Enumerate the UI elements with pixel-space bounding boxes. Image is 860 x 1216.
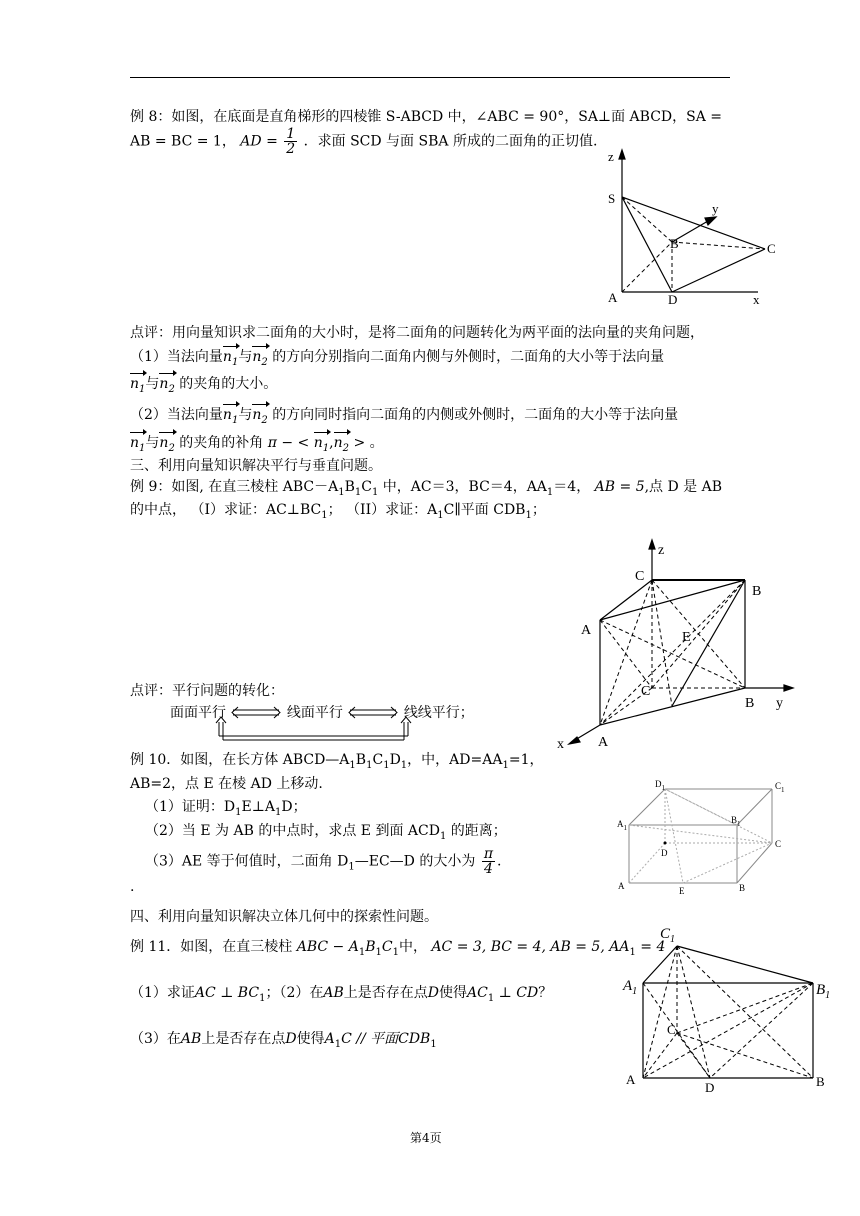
fig2-label-e: E (682, 630, 691, 645)
ex10-q3: （3）AE 等于何值时，二面角 $D_1—EC—D$ 的大小为 $\frac{\pi}{4}$ . (145, 846, 502, 877)
header-rule (130, 77, 730, 78)
ex8-line1: 例 8：如图，在底面是直角梯形的四棱锥 S-ABCD 中，∠ABC = 90°，SA⊥面 ABCD，SA = (130, 109, 723, 125)
ad-equation: AD = (240, 133, 278, 150)
stray-dot: . (130, 879, 135, 895)
fig2-label-b-top: B (752, 584, 762, 599)
fig2-label-x: x (557, 737, 564, 752)
prism-figure (555, 540, 805, 755)
fig3-label-e: E (679, 886, 685, 896)
fig4-label-a: A (626, 1072, 636, 1087)
fig3-label-d1: $D_1$ (655, 779, 665, 792)
fig2-label-b-bot: B (745, 696, 755, 711)
fig1-label-b: B (670, 236, 679, 251)
pyramid-figure (600, 145, 780, 310)
ex10-line1: 例 10．如图，在长方体 $ABCD—A_1B_1C_1D_1$，中，$AD=AA_1=1$， (130, 752, 544, 771)
chain-return-arrow (215, 716, 415, 741)
page-number: 第4页 (410, 1131, 442, 1145)
fig4-label-a1: $A_1$ (623, 978, 638, 997)
ex9-line1: 例 9：如图, 在直三棱柱 $ABC-A_1B_1C_1$ 中，AC＝3，BC＝4，$AA_1=4$， AB = 5,点 D 是 AB (130, 479, 723, 498)
ex9-line2: 的中点， （I）求证：$AC\perp BC_1$； （II）求证：$A_1C\parallel$平面 $CDB_1$； (130, 502, 546, 521)
fig1-label-z: z (608, 149, 614, 164)
fig3-label-d: D (661, 848, 668, 858)
fraction-one-half: $\frac{1}{2}$ (286, 126, 296, 157)
fig1-label-x: x (753, 292, 760, 307)
ex10-q2: （2）当 E 为 AB 的中点时，求点 E 到面 $ACD_1$ 的距离； (145, 823, 507, 842)
comment1-intro: 点评：用向量知识求二面角的大小时，是将二面角的问题转化为两平面的法向量的夹角问题， (130, 325, 704, 341)
comment2-chain: 面面平行 线面平行 线线平行； (170, 705, 474, 721)
fig3-label-b: B (739, 883, 746, 893)
ex10-line2: AB=2，点 E 在棱 AD 上移动. (130, 776, 323, 792)
fig2-label-c-bot: C (641, 684, 651, 699)
fig4-label-b1: $B_1$ (816, 982, 831, 1001)
ex11-line1: 例 11．如图，在直三棱柱 ABC − $A_1B_1C_1$中， AC = 3, BC = 4, AB = 5, $AA_1 = 4$ (130, 939, 666, 958)
fig2-label-c-top: C (635, 569, 645, 584)
section4-heading: 四、利用向量知识解决立体几何中的探索性问题。 (130, 909, 438, 925)
fig1-label-c: C (767, 241, 776, 256)
ex10-q1: （1）证明：$D_1E\perp A_1D$； (145, 799, 307, 818)
ex11-q1: （1）求证AC ⊥ $BC_1$；（2）在AB上是否存在点D使得$AC_1$ ⊥ CD？ (130, 985, 553, 1004)
comment1-p2: （2）当法向量$n_1$与$n_2$ 的方向同时指向二面角的内侧或外侧时，二面角的大小等于法向量 (130, 403, 678, 426)
comment1-p2-cont: $n_1$与$n_2$ 的夹角的补角 π − < $n_1,n_2$ > 。 (130, 431, 384, 454)
prism-figure-2 (620, 918, 840, 1098)
fig1-label-y: y (712, 201, 719, 216)
section3-heading: 三、利用向量知识解决平行与垂直问题。 (130, 458, 382, 474)
fig1-label-d: D (668, 292, 678, 307)
comment1-p1-cont: $n_1$与$n_2$ 的夹角的大小。 (130, 372, 277, 395)
fig2-label-z: z (658, 543, 665, 558)
fig2-label-a-top: A (581, 623, 592, 638)
fig3-label-a1: $A_1$ (617, 819, 627, 832)
fig1-label-a: A (608, 290, 618, 305)
comment2-title: 点评：平行问题的转化： (130, 683, 284, 699)
comment1-p1: （1）当法向量$n_1$与$n_2$ 的方向分别指向二面角内侧与外侧时，二面角的大小等于法向量 (130, 345, 664, 368)
fig3-label-b1: $B_1$ (731, 815, 741, 828)
cuboid-figure (615, 775, 795, 900)
fig3-label-a: A (618, 881, 625, 891)
ex8-line2: AB = BC = 1， AD = $\frac{1}{2}$ ．求面 SCD 与面 SBA 所成的二面角的正切值. (130, 126, 598, 157)
fig4-label-c1: $C_1$ (660, 926, 676, 945)
fig4-label-b: B (816, 1074, 825, 1089)
fig3-label-c1: $C_1$ (775, 781, 785, 794)
fig4-label-d: D (705, 1080, 715, 1095)
fig2-label-y: y (776, 696, 783, 711)
fig1-label-s: S (608, 191, 616, 206)
ex11-q3: （3）在AB上是否存在点D使得$A_1C$ // 平面$CDB_1$ (130, 1031, 437, 1050)
fig3-label-c: C (775, 839, 782, 849)
fig2-label-a-bot: A (598, 735, 609, 750)
fraction-pi-over-4: $\frac{\pi}{4}$ (483, 846, 494, 877)
fig4-label-c: C (667, 1022, 676, 1037)
